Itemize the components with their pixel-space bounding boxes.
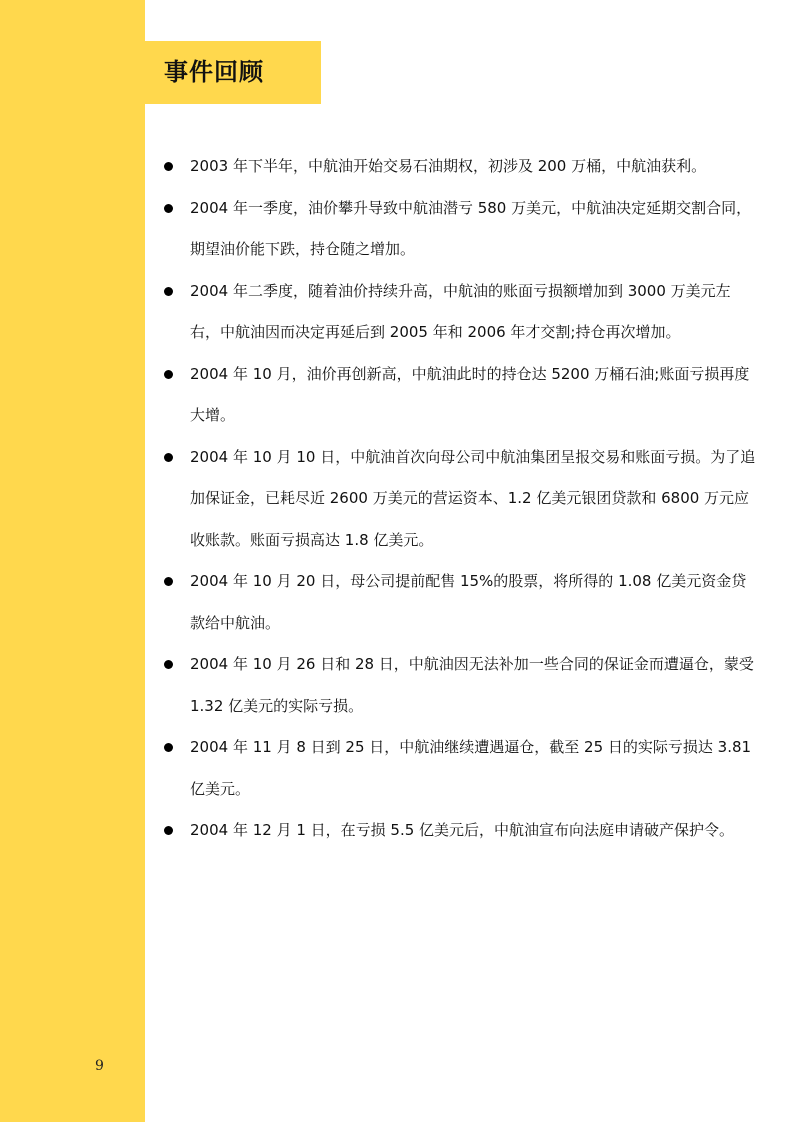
event-text: 2004 年一季度，油价攀升导致中航油潜亏 580 万美元，中航油决定延期交割合同，期望油价能下跌，持仓随之增加。 bbox=[190, 198, 752, 258]
section-title-banner bbox=[145, 41, 321, 104]
list-item bbox=[160, 188, 760, 271]
page-title: 事件回顾 bbox=[164, 58, 264, 86]
side-color-band bbox=[0, 0, 145, 1122]
event-text: 2004 年 12 月 1 日，在亏损 5.5 亿美元后，中航油宣布向法庭申请破产保护令。 bbox=[190, 821, 735, 839]
event-text: 2003 年下半年，中航油开始交易石油期权，初涉及 200 万桶，中航油获利。 bbox=[190, 157, 707, 175]
list-item bbox=[160, 810, 760, 852]
list-item bbox=[160, 271, 760, 354]
event-list bbox=[160, 146, 760, 852]
bullet-icon bbox=[164, 743, 173, 752]
list-item bbox=[160, 727, 760, 810]
event-text: 2004 年二季度，随着油价持续升高，中航油的账面亏损额增加到 3000 万美元左右，中航油因而决定再延后到 2005 年和 2006 年才交割;持仓再次增加。 bbox=[190, 281, 731, 341]
list-item bbox=[160, 146, 760, 188]
list-item bbox=[160, 644, 760, 727]
list-item bbox=[160, 437, 760, 562]
event-text: 2004 年 10 月 20 日，母公司提前配售 15%的股票，将所得的 1.08 亿美元资金贷款给中航油。 bbox=[190, 572, 747, 632]
bullet-icon bbox=[164, 660, 173, 669]
list-item bbox=[160, 561, 760, 644]
page-number: 9 bbox=[95, 1058, 104, 1074]
bullet-icon bbox=[164, 826, 173, 835]
event-text: 2004 年 11 月 8 日到 25 日，中航油继续遭遇逼仓，截至 25 日的实际亏损达 3.81 亿美元。 bbox=[190, 738, 752, 798]
bullet-icon bbox=[164, 577, 173, 586]
bullet-icon bbox=[164, 370, 173, 379]
bullet-icon bbox=[164, 287, 173, 296]
bullet-icon bbox=[164, 204, 173, 213]
event-text: 2004 年 10 月 10 日，中航油首次向母公司中航油集团呈报交易和账面亏损。为了追加保证金，已耗尽近 2600 万美元的营运资本、1.2 亿美元银团贷款和 6800 万元应收账款。账面亏损高达 1.8 亿美元。 bbox=[190, 447, 756, 549]
bullet-icon bbox=[164, 453, 173, 462]
event-text: 2004 年 10 月，油价再创新高，中航油此时的持仓达 5200 万桶石油;账面亏损再度大增。 bbox=[190, 364, 750, 424]
event-text: 2004 年 10 月 26 日和 28 日，中航油因无法补加一些合同的保证金而遭逼仓，蒙受 1.32 亿美元的实际亏损。 bbox=[190, 655, 754, 715]
bullet-icon bbox=[164, 162, 173, 171]
list-item bbox=[160, 354, 760, 437]
